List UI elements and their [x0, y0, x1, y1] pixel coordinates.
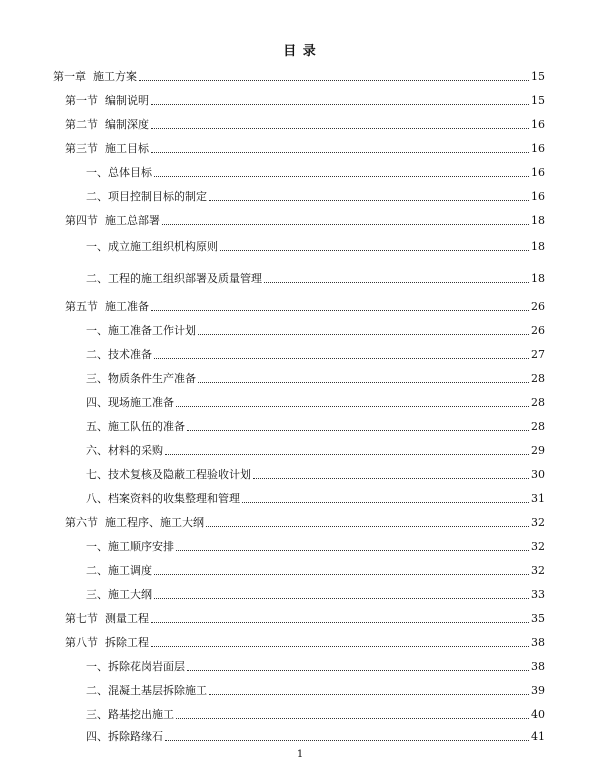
toc-page-number: 27	[531, 348, 545, 361]
leader-dots	[154, 573, 529, 575]
toc-entry-section[interactable]	[65, 118, 545, 132]
toc-entry-subsection[interactable]	[86, 588, 545, 602]
toc-page-number: 28	[531, 372, 545, 385]
toc-entry-subsection[interactable]	[86, 660, 545, 674]
toc-entry-section[interactable]	[65, 214, 545, 228]
toc-page-number: 31	[531, 492, 545, 505]
toc-label: 二、工程的施工组织部署及质量管理	[86, 272, 262, 285]
leader-dots	[154, 597, 529, 599]
toc-page-number: 18	[531, 240, 545, 253]
toc-entry-subsection[interactable]	[86, 468, 545, 482]
toc-label: 七、技术复核及隐蔽工程验收计划	[86, 468, 251, 481]
toc-entry-subsection[interactable]	[86, 730, 545, 744]
leader-dots	[187, 429, 529, 431]
toc-label: 一、成立施工组织机构原则	[86, 240, 218, 253]
toc-entry-chapter-1[interactable]	[53, 70, 545, 84]
toc-entry-subsection[interactable]	[86, 372, 545, 386]
toc-entry-subsection[interactable]	[86, 240, 545, 254]
toc-page-number: 35	[531, 612, 545, 625]
leader-dots	[264, 281, 529, 283]
toc-page-number: 38	[531, 636, 545, 649]
toc-page-number: 38	[531, 660, 545, 673]
toc-entry-subsection[interactable]	[86, 444, 545, 458]
toc-page-number: 18	[531, 214, 545, 227]
toc-page-number: 28	[531, 396, 545, 409]
leader-dots	[242, 501, 529, 503]
leader-dots	[165, 739, 529, 741]
page-number: 1	[296, 749, 304, 760]
leader-dots	[209, 199, 529, 201]
toc-page-number: 29	[531, 444, 545, 457]
toc-label: 二、混凝土基层拆除施工	[86, 684, 207, 697]
toc-label: 四、拆除路缘石	[86, 730, 163, 743]
toc-page-number: 16	[531, 166, 545, 179]
toc-entry-section[interactable]	[65, 636, 545, 650]
toc-entry-subsection[interactable]	[86, 166, 545, 180]
leader-dots	[206, 525, 529, 527]
toc-label: 三、路基挖出施工	[86, 708, 174, 721]
toc-label: 第四节 施工总部署	[65, 214, 160, 227]
leader-dots	[151, 621, 529, 623]
toc-entry-subsection[interactable]	[86, 272, 545, 286]
toc-page-number: 39	[531, 684, 545, 697]
toc-label: 一、施工顺序安排	[86, 540, 174, 553]
toc-page-number: 33	[531, 588, 545, 601]
toc-label: 第七节 测量工程	[65, 612, 149, 625]
toc-label: 三、施工大纲	[86, 588, 152, 601]
toc-label: 四、现场施工准备	[86, 396, 174, 409]
toc-entry-subsection[interactable]	[86, 348, 545, 362]
toc-label: 八、档案资料的收集整理和管理	[86, 492, 240, 505]
toc-label: 三、物质条件生产准备	[86, 372, 196, 385]
toc-label: 第一节 编制说明	[65, 94, 149, 107]
toc-label: 第三节 施工目标	[65, 142, 149, 155]
toc-entry-section[interactable]	[65, 94, 545, 108]
toc-entry-section[interactable]	[65, 516, 545, 530]
leader-dots	[154, 175, 529, 177]
leader-dots	[198, 333, 529, 335]
leader-dots	[209, 693, 529, 695]
toc-entry-section[interactable]	[65, 612, 545, 626]
leader-dots	[151, 645, 529, 647]
toc-label: 第六节 施工程序、施工大纲	[65, 516, 204, 529]
toc-page-number: 26	[531, 324, 545, 337]
toc-entry-subsection[interactable]	[86, 396, 545, 410]
toc-label: 第八节 拆除工程	[65, 636, 149, 649]
toc-label: 一、总体目标	[86, 166, 152, 179]
toc-entry-subsection[interactable]	[86, 708, 545, 722]
toc-page-number: 41	[531, 730, 545, 743]
toc-label: 二、施工调度	[86, 564, 152, 577]
toc-entry-subsection[interactable]	[86, 564, 545, 578]
toc-label: 第五节 施工准备	[65, 300, 149, 313]
toc-entry-subsection[interactable]	[86, 420, 545, 434]
toc-entry-subsection[interactable]	[86, 540, 545, 554]
leader-dots	[151, 103, 529, 105]
leader-dots	[139, 79, 529, 81]
toc-label: 一、施工准备工作计划	[86, 324, 196, 337]
leader-dots	[162, 223, 529, 225]
page-title: 目 录	[283, 44, 317, 59]
toc-entry-subsection[interactable]	[86, 190, 545, 204]
toc-label: 五、施工队伍的准备	[86, 420, 185, 433]
leader-dots	[165, 453, 529, 455]
toc-page-number: 32	[531, 516, 545, 529]
toc-page-number: 26	[531, 300, 545, 313]
toc-page-number: 16	[531, 190, 545, 203]
leader-dots	[154, 357, 529, 359]
leader-dots	[176, 549, 529, 551]
toc-page-number: 15	[531, 70, 545, 83]
toc-label: 一、拆除花岗岩面层	[86, 660, 185, 673]
leader-dots	[151, 309, 529, 311]
leader-dots	[253, 477, 529, 479]
toc-label: 第一章 施工方案	[53, 70, 137, 83]
toc-entry-section[interactable]	[65, 300, 545, 314]
leader-dots	[220, 249, 529, 251]
leader-dots	[198, 381, 529, 383]
toc-label: 二、技术准备	[86, 348, 152, 361]
leader-dots	[176, 405, 529, 407]
toc-label: 六、材料的采购	[86, 444, 163, 457]
toc-entry-subsection[interactable]	[86, 492, 545, 506]
toc-page-number: 30	[531, 468, 545, 481]
leader-dots	[176, 717, 529, 719]
toc-label: 第二节 编制深度	[65, 118, 149, 131]
toc-entry-subsection[interactable]	[86, 684, 545, 698]
toc-page-number: 28	[531, 420, 545, 433]
leader-dots	[151, 127, 529, 129]
toc-entry-subsection[interactable]	[86, 324, 545, 338]
toc-entry-section[interactable]	[65, 142, 545, 156]
toc-page-number: 32	[531, 540, 545, 553]
leader-dots	[151, 151, 529, 153]
toc-page-number: 16	[531, 118, 545, 131]
toc-page-number: 16	[531, 142, 545, 155]
toc-page-number: 32	[531, 564, 545, 577]
toc-page-number: 40	[531, 708, 545, 721]
toc-page-number: 18	[531, 272, 545, 285]
toc-page-number: 15	[531, 94, 545, 107]
toc-label: 二、项目控制目标的制定	[86, 190, 207, 203]
leader-dots	[187, 669, 529, 671]
